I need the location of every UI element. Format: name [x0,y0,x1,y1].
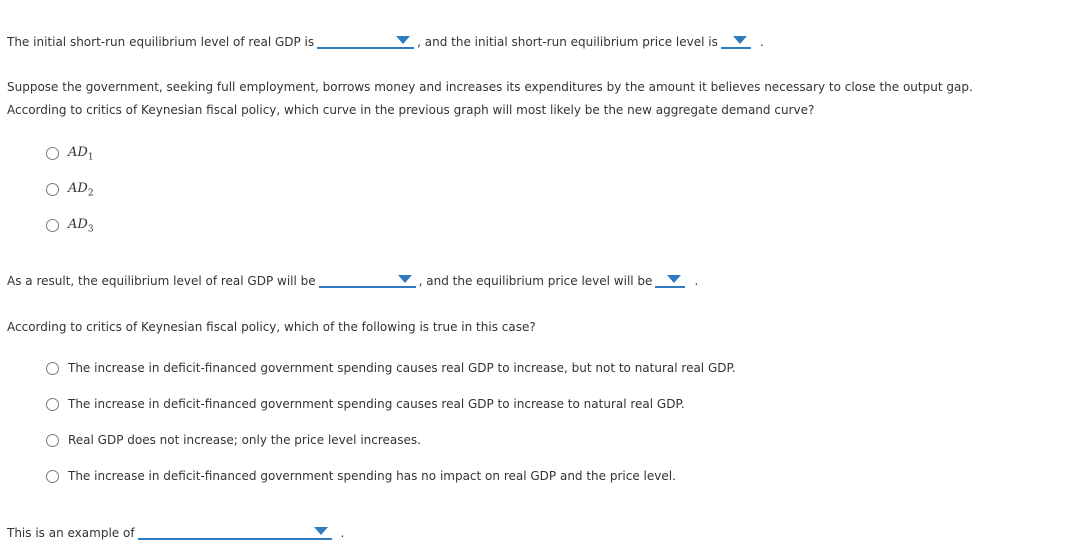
q5-sentence [7,522,344,540]
q1-price-level-dropdown[interactable] [721,31,751,49]
chevron-down-icon [396,36,410,44]
q2-option-ad3[interactable] [46,217,94,235]
q5-period: . [340,526,345,540]
q5-example-dropdown[interactable] [138,522,332,540]
radio-button[interactable] [46,147,59,160]
q4-option-label: The increase in deficit-financed government spending causes real GDP to increase to natural real GDP. [68,397,685,411]
q2-option-ad2[interactable] [46,181,94,199]
q4-option-4[interactable] [46,469,676,483]
q4-option-3[interactable] [46,433,421,447]
q3-sentence [7,270,698,288]
chevron-down-icon [733,36,747,44]
radio-button[interactable] [46,362,59,375]
q2-option-label: $AD_2$ [68,181,94,199]
q3-real-gdp-dropdown[interactable] [319,270,416,288]
q3-price-level-dropdown[interactable] [655,270,685,288]
q3-text-b: , and the equilibrium price level will be [418,274,653,288]
q1-sentence [7,31,764,49]
q2-option-label: $AD_1$ [68,145,94,163]
radio-button[interactable] [46,434,59,447]
q4-option-label: The increase in deficit-financed government spending causes real GDP to increase, but not to natural real GDP. [68,361,736,375]
q4-option-2[interactable] [46,397,685,411]
q1-text-b: , and the initial short-run equilibrium price level is [417,35,718,49]
q3-period: . [694,274,699,288]
q4-prompt: According to critics of Keynesian fiscal policy, which of the following is true in this case? [7,320,536,334]
q2-option-ad1[interactable] [46,145,94,163]
chevron-down-icon [667,275,681,283]
radio-button[interactable] [46,219,59,232]
q1-real-gdp-dropdown[interactable] [317,31,414,49]
q3-text-a: As a result, the equilibrium level of real GDP will be [7,274,316,288]
q4-option-label: The increase in deficit-financed government spending has no impact on real GDP and the price level. [68,469,676,483]
q2-option-label: $AD_3$ [68,217,94,235]
radio-button[interactable] [46,183,59,196]
chevron-down-icon [398,275,412,283]
radio-button[interactable] [46,398,59,411]
radio-button[interactable] [46,470,59,483]
q2-prompt: Suppose the government, seeking full employment, borrows money and increases its expenditures by the amount it believes necessary to close the output gap. According to critics of Keynesian fiscal policy, which curve in the previous graph will most likely be the new aggregate demand curve? [7,80,973,117]
q1-text-a: The initial short-run equilibrium level of real GDP is [7,35,315,49]
q4-option-label: Real GDP does not increase; only the price level increases. [68,433,421,447]
chevron-down-icon [314,527,328,535]
q5-text-a: This is an example of [7,526,135,540]
q4-option-1[interactable] [46,361,736,375]
q1-period: . [759,35,764,49]
